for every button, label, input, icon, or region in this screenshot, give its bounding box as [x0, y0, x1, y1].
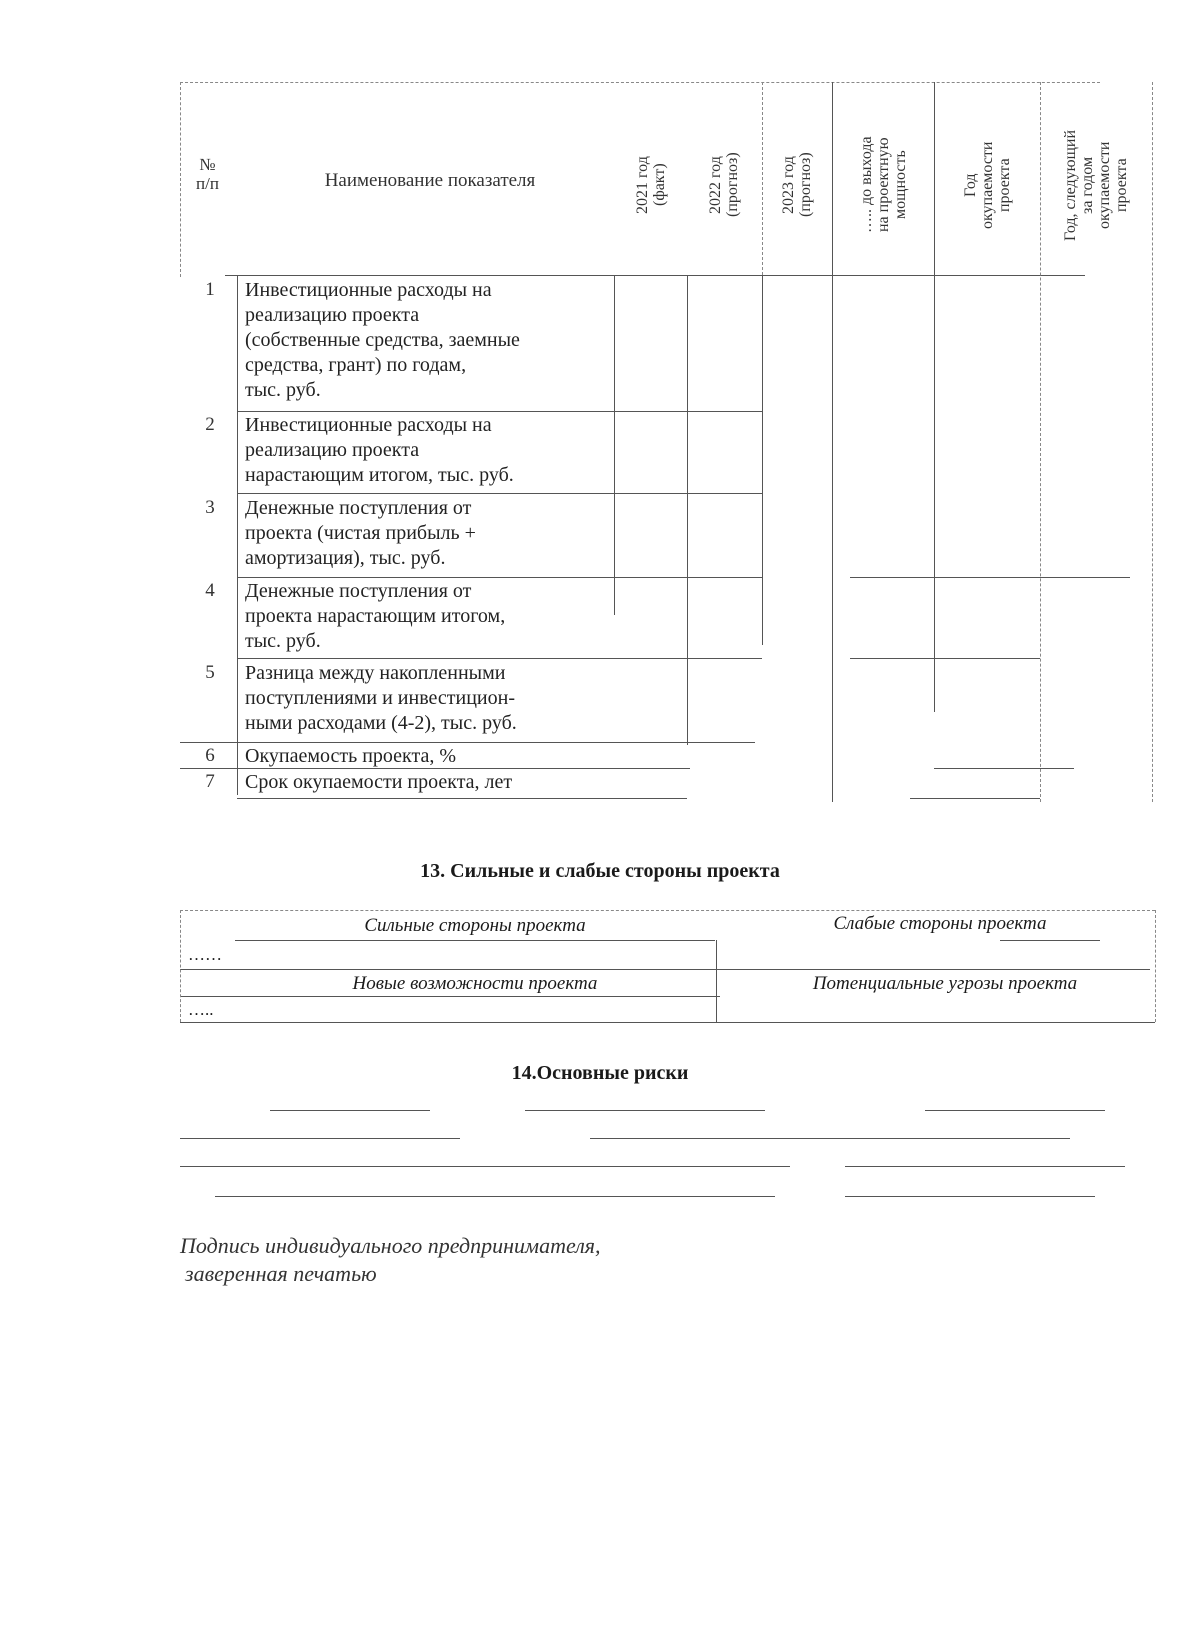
threats-heading: Потенциальные угрозы проекта: [812, 973, 1078, 994]
col-border: [614, 275, 615, 615]
row-number: 1: [205, 279, 215, 300]
risk-line: [925, 1110, 1105, 1111]
header-column-5: [962, 100, 1013, 270]
row-label-line: реализацию проекта: [245, 439, 420, 461]
row-border: [850, 577, 1130, 578]
row-label-line: Срок окупаемости проекта, лет: [245, 771, 513, 793]
header-column-line: ….. до выхода: [857, 136, 875, 234]
row-border: [237, 577, 762, 578]
header-column-3: [780, 100, 814, 270]
row-border: [180, 742, 755, 743]
col-border: [762, 82, 763, 275]
swot-border: [1155, 910, 1156, 1022]
row-label: [245, 579, 505, 654]
row-label-line: тыс. руб.: [245, 379, 321, 401]
header-num-caption: п/п: [196, 174, 219, 193]
risk-line: [590, 1138, 1070, 1139]
header-column-line: 2023 год: [780, 156, 797, 214]
header-column-line: Год: [961, 173, 979, 197]
header-column-1: [634, 100, 668, 270]
col-border: [237, 275, 238, 795]
section14-title: 14.Основные риски: [511, 1062, 689, 1084]
row-border: [910, 798, 1040, 799]
swot-border: [716, 940, 717, 1022]
row-label-line: тыс. руб.: [245, 630, 321, 652]
swot-border: [180, 1022, 1155, 1023]
row-label-line: Инвестиционные расходы на: [245, 279, 492, 301]
row-label: [245, 278, 520, 403]
row-border: [237, 411, 762, 412]
header-bottom-border: [225, 275, 1085, 276]
row-number: 3: [205, 497, 215, 518]
row-label-line: Инвестиционные расходы на: [245, 414, 492, 436]
row-label-line: ными расходами (4-2), тыс. руб.: [245, 712, 517, 734]
risk-line: [270, 1110, 430, 1111]
opportunities-ellipsis: …..: [188, 1000, 214, 1019]
row-border: [237, 798, 687, 799]
weaknesses-heading: Слабые стороны проекта: [833, 913, 1047, 934]
col-border: [1040, 82, 1041, 802]
swot-border: [180, 910, 181, 1022]
risk-line: [845, 1166, 1125, 1167]
row-number: 4: [205, 580, 215, 601]
row-label: [245, 496, 476, 571]
row-label: [245, 770, 512, 795]
header-column-line: (прогноз): [797, 152, 814, 218]
header-column-line: проекта: [1113, 158, 1130, 212]
header-column-line: 2022 год: [707, 156, 724, 214]
row-label-line: (собственные средства, заемные: [245, 329, 520, 351]
swot-border: [1000, 940, 1100, 941]
row-border: [850, 658, 1040, 659]
col-border: [934, 82, 935, 712]
row-label-line: средства, грант) по годам,: [245, 354, 467, 376]
opportunities-heading: Новые возможности проекта: [352, 973, 598, 994]
swot-border: [180, 969, 1150, 970]
risk-line: [180, 1138, 460, 1139]
row-label-line: проекта (чистая прибыль +: [245, 522, 476, 544]
header-column-line: Год, следующий: [1062, 129, 1079, 241]
col-border: [687, 275, 688, 745]
row-label-line: Денежные поступления от: [245, 497, 472, 519]
header-column-line: (прогноз): [724, 152, 741, 218]
row-number: 5: [205, 662, 215, 683]
row-label-line: поступлениями и инвестицион-: [245, 687, 515, 709]
header-name: Наименование показателя: [324, 170, 536, 191]
signature-block: [180, 1232, 601, 1288]
header-column-line: (факт): [651, 163, 668, 207]
strengths-ellipsis: ……: [188, 945, 222, 964]
section13-title: 13. Сильные и слабые стороны проекта: [420, 860, 780, 882]
row-number: 7: [205, 771, 215, 792]
swot-border: [180, 996, 720, 997]
risk-line: [845, 1196, 1095, 1197]
row-label-line: нарастающим итогом, тыс. руб.: [245, 464, 514, 486]
row-number: 6: [205, 745, 215, 766]
header-column-line: 2021 год: [634, 156, 651, 214]
strengths-heading: Сильные стороны проекта: [364, 915, 586, 936]
row-label: [245, 661, 517, 736]
row-label: [245, 744, 456, 769]
row-label-line: проекта нарастающим итогом,: [245, 605, 506, 627]
table-top-border: [180, 82, 1100, 83]
header-column-line: на проектную: [874, 137, 892, 233]
header-column-4: [858, 100, 909, 270]
header-num: [185, 155, 230, 193]
col-border: [180, 82, 181, 277]
row-border: [237, 493, 762, 494]
header-column-line: мощность: [891, 150, 909, 220]
col-border: [762, 275, 763, 645]
header-column-2: [707, 100, 741, 270]
row-label-line: Разница между накопленными: [245, 662, 506, 684]
swot-border: [235, 940, 715, 941]
row-border: [237, 658, 762, 659]
header-column-line: за годом: [1079, 156, 1096, 214]
risk-line: [180, 1166, 790, 1167]
header-column-line: окупаемости: [1096, 141, 1113, 229]
risk-line: [525, 1110, 765, 1111]
header-column-6: [1062, 100, 1130, 270]
row-label-line: Окупаемость проекта, %: [245, 745, 457, 767]
signature-line1: Подпись индивидуального предпринимателя,: [180, 1233, 601, 1258]
header-column-line: проекта: [995, 158, 1013, 212]
row-label-line: реализацию проекта: [245, 304, 420, 326]
risk-line: [215, 1196, 775, 1197]
header-column-line: окупаемости: [978, 141, 996, 229]
col-border: [1152, 82, 1153, 802]
row-label-line: Денежные поступления от: [245, 580, 472, 602]
row-label-line: амортизация), тыс. руб.: [245, 547, 446, 569]
header-num-symbol: №: [199, 155, 216, 174]
row-label: [245, 413, 514, 488]
signature-line2: заверенная печатью: [185, 1261, 377, 1286]
row-border: [934, 768, 1074, 769]
col-border: [832, 82, 833, 802]
row-number: 2: [205, 414, 215, 435]
swot-top-border: [180, 910, 1155, 911]
